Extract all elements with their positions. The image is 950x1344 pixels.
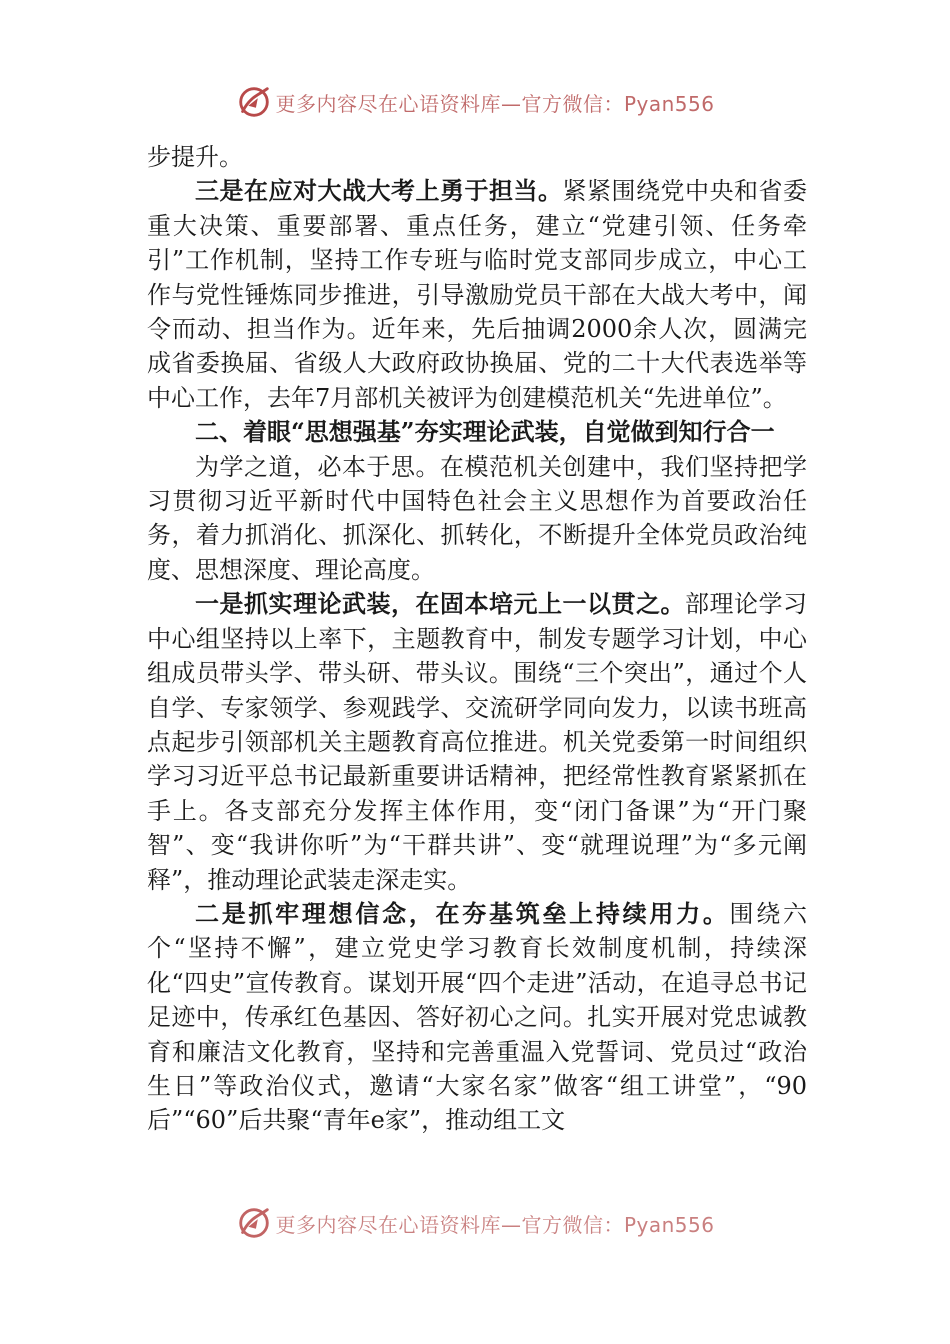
paragraph	[147, 450, 807, 588]
watermark-banner-top	[0, 82, 950, 122]
paragraph-text: 围绕六个“坚持不懈”，建立党史学习教育长效制度机制，持续深化“四史”宣传教育。谋划开展“四个走进”活动，在追寻总书记足迹中，传承红色基因、答好初心之问。扎实开展对党忠诚教育和廉洁文化教育，坚持和完善重温入党誓词、党员过“政治生日”等政治仪式，邀请“大家名家”做客“组工讲堂”，“90后”“60”后共聚“青年e家”，推动组工文	[147, 899, 808, 1135]
paragraph	[147, 587, 807, 897]
paragraph-lead: 二是抓牢理想信念，在夯基筑垒上持续用力。	[195, 898, 730, 928]
paragraph	[147, 897, 807, 1138]
paragraph-lead: 三是在应对大战大考上勇于担当。	[195, 176, 563, 206]
logo-icon	[235, 83, 273, 121]
paragraph-continuation	[147, 140, 807, 174]
watermark-banner-bottom	[0, 1203, 950, 1243]
watermark-text: 更多内容尽在心语资料库—官方微信：Pyan556	[275, 91, 715, 116]
paragraph-text: 为学之道，必本于思。在模范机关创建中，我们坚持把学习贯彻习近平新时代中国特色社会主义思想作为首要政治任务，着力抓消化、抓深化、抓转化，不断提升全体党员政治纯度、思想深度、理论高度。	[147, 452, 807, 584]
section-heading: 二、着眼“思想强基”夯实理论武装，自觉做到知行合一	[195, 417, 775, 447]
paragraph-text: 步提升。	[147, 143, 243, 171]
paragraph	[147, 174, 807, 415]
paragraph-text: 紧紧围绕党中央和省委重大决策、重要部署、重点任务，建立“党建引领、任务牵引”工作机制，坚持工作专班与临时党支部同步成立，中心工作与党性锤炼同步推进，引导激励党员干部在大战大考中，闻令而动、担当作为。近年来，先后抽调2000余人次，圆满完成省委换届、省级人大政府政协换届、党的二十大代表选举等中心工作，去年7月部机关被评为创建模范机关“先进单位”。	[147, 177, 807, 412]
document-body	[147, 140, 807, 1138]
paragraph-text: 部理论学习中心组坚持以上率下，主题教育中，制发专题学习计划，中心组成员带头学、带头研、带头议。围绕“三个突出”，通过个人自学、专家领学、参观践学、交流研学同向发力，以读书班高点起步引领部机关主题教育高位推进。机关党委第一时间组织学习习近平总书记最新重要讲话精神，把经常性教育紧紧抓在手上。各支部充分发挥主体作用，变“闭门备课”为“开门聚智”、变“我讲你听”为“干群共讲”、变“就理说理”为“多元阐释”，推动理论武装走深走实。	[147, 590, 807, 894]
watermark-text: 更多内容尽在心语资料库—官方微信：Pyan556	[275, 1212, 715, 1237]
logo-icon	[235, 1204, 273, 1242]
paragraph-lead: 一是抓实理论武装，在固本培元上一以贯之。	[195, 589, 685, 619]
